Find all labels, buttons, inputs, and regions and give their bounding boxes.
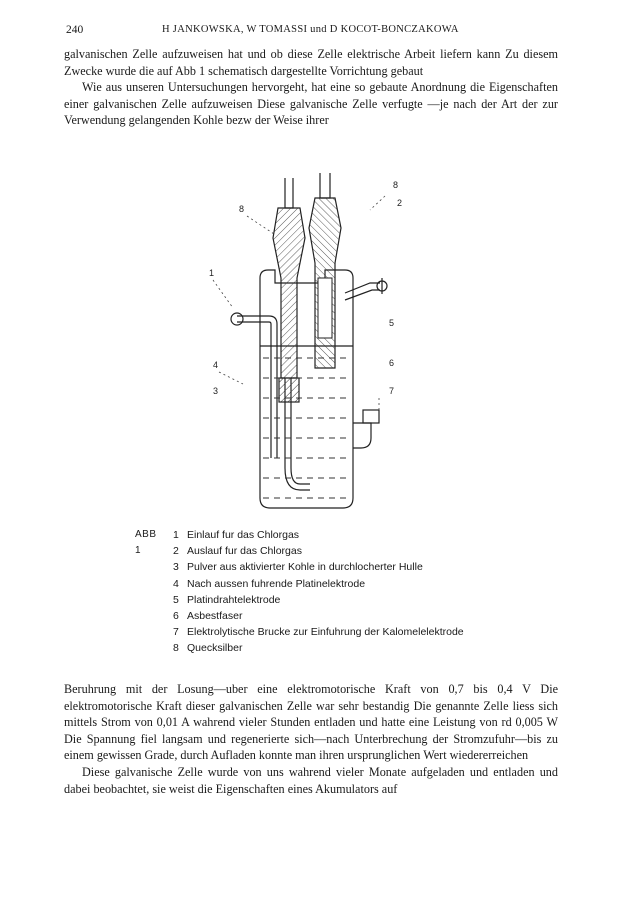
legend-item: 8 Quecksilber: [173, 642, 243, 655]
paragraph: Wie aus unseren Untersuchungen hervorgeht, hat eine so gebaute Anordnung die Eigenschaften einer galvanischen Zelle aufzuweisen Diese galvanische Zelle verfugte —je nach der Art der zur Verwendung gelangenden Kohle bezw der Weise ihrer: [64, 80, 558, 128]
figure-label: 3: [213, 386, 219, 396]
apparatus-figure: [175, 168, 445, 518]
caption-prefix: ABB 1: [135, 529, 157, 557]
gas-outlet: [345, 283, 380, 293]
legend-item: 2 Auslauf fur das Chlorgas: [173, 545, 302, 558]
legend-item: 3 Pulver aus aktivierter Kohle in durchlocherter Hulle: [173, 561, 423, 574]
legend-item: 7 Elektrolytische Brucke zur Einfuhrung der Kalomelelektrode: [173, 626, 464, 639]
figure-label: 8: [393, 180, 399, 190]
paragraph: Diese galvanische Zelle wurde von uns wahrend vieler Monate aufgeladen und entladen und dabei beobachtet, sie weist die Eigenschaften eines Akumulators auf: [64, 764, 558, 796]
paragraph: Beruhrung mit der Losung—uber eine elektromotorische Kraft von 0,7 bis 0,4 V Die elektromotorische Kraft dieser galvanischen Zelle war sehr bestandig Die genannte Zelle liess sich mittels Strom von 0,01 A wahrend vieler Stunden entladen und hatte eine Leistung von rd 0,005 W Die Spannung fiel langsam und regenerierte sich—nach Unterbrechung der Stromzufuhr—bis zu einem gewissen Grade, durch Aufladen konnte man ihren ursprunglichen Wert wiedererreichen: [64, 682, 558, 763]
caption-legend: [173, 527, 533, 657]
figure-label: 7: [389, 386, 395, 396]
paragraph: galvanischen Zelle aufzuweisen hat und ob diese Zelle elektrische Arbeit liefern kann Zu diesem Zwecke wurde die auf Abb 1 schematisch dargestellte Vorrichtung gebaut: [64, 47, 558, 78]
figure-label: 1: [209, 268, 215, 278]
salt-bridge: [353, 423, 371, 448]
body-text-bottom: [64, 681, 558, 797]
figure-label: 5: [389, 318, 395, 328]
running-header: [66, 24, 555, 40]
right-tube: [320, 173, 330, 198]
figure-label: 2: [397, 198, 403, 208]
figure-label: 6: [389, 358, 395, 368]
figure-label: 8: [239, 204, 245, 214]
body-text-top: [64, 46, 558, 129]
figure-label: 4: [213, 360, 219, 370]
cell-vessel: [260, 270, 353, 508]
legend-item: 1 Einlauf fur das Chlorgas: [173, 529, 300, 541]
legend-item: 6 Asbestfaser: [173, 609, 243, 622]
legend-item: 5 Platindrahtelektrode: [173, 593, 281, 606]
left-tube: [285, 178, 293, 208]
running-header-authors: H JANKOWSKA, W TOMASSI und D KOCOT-BONCZAKOWA: [162, 24, 459, 35]
page-number: 240: [66, 24, 84, 36]
legend-item: 4 Nach aussen fuhrende Platinelektrode: [173, 577, 366, 590]
